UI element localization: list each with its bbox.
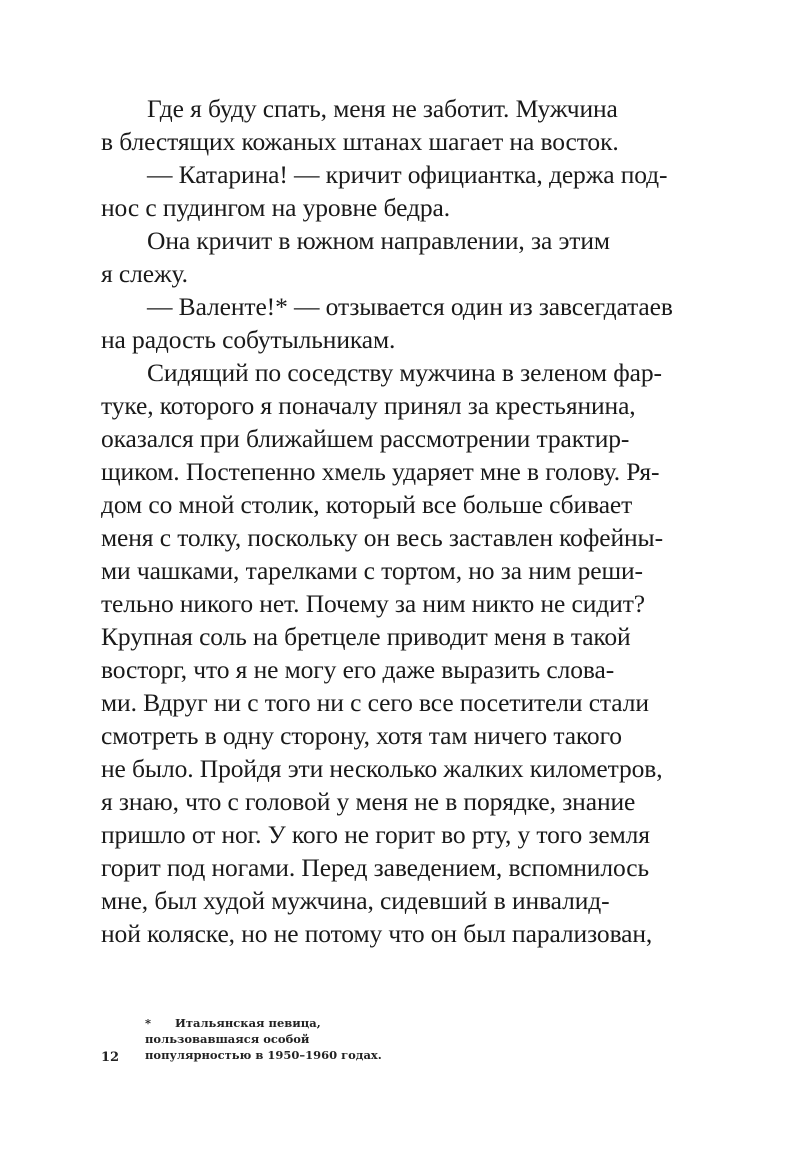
text-line: туке, которого я поначалу принял за крестьянина, <box>101 391 636 420</box>
text-line: — Катарина! — кричит официантка, держа под- <box>147 160 668 189</box>
footnote-marker: * <box>145 1016 152 1030</box>
text-line: щиком. Постепенно хмель ударяет мне в голову. Ря- <box>101 457 660 486</box>
text-line: горит под ногами. Перед заведением, вспомнилось <box>101 853 649 882</box>
text-line: не было. Пройдя эти несколько жалких километров, <box>101 754 663 783</box>
text-line: Она кричит в южном направлении, за этим <box>147 226 610 255</box>
text-line: восторг, что я не могу его даже выразить слова- <box>101 655 615 684</box>
text-line: я слежу. <box>101 259 188 288</box>
text-line: меня с толку, поскольку он весь заставлен кофейны- <box>101 523 663 552</box>
text-line: на радость собутыльникам. <box>101 325 396 354</box>
footnote-line: популярностью в 1950–1960 годах. <box>145 1048 382 1062</box>
footnote-text: Итальянская певица, <box>175 1016 321 1030</box>
text-line: оказался при ближайшем рассмотрении трактир- <box>101 424 630 453</box>
text-line: дом со мной столик, который все больше сбивает <box>101 490 633 519</box>
text-line: Сидящий по соседству мужчина в зеленом фар- <box>147 358 662 387</box>
text-line: я знаю, что с головой у меня не в порядке, знание <box>101 787 636 816</box>
text-line: Крупная соль на бретцеле приводит меня в такой <box>101 622 631 651</box>
text-line: ми. Вдруг ни с того ни с сего все посетители стали <box>101 688 649 717</box>
text-line: Где я буду спать, меня не заботит. Мужчина <box>147 94 618 123</box>
text-line: нос с пудингом на уровне бедра. <box>101 193 450 222</box>
text-line: в блестящих кожаных штанах шагает на восток. <box>101 127 619 156</box>
text-line: мне, был худой мужчина, сидевший в инвалид- <box>101 886 610 915</box>
text-line: ми чашками, тарелками с тортом, но за ним реши- <box>101 556 643 585</box>
footnote-line: пользовавшаяся особой <box>145 1032 310 1046</box>
text-line: ной коляске, но не потому что он был парализован, <box>101 919 653 948</box>
text-line: смотреть в одну сторону, хотя там ничего такого <box>101 721 622 750</box>
page-number: 12 <box>101 1050 120 1065</box>
text-line: тельно никого нет. Почему за ним никто не сидит? <box>101 589 645 618</box>
footnote-line <box>145 1015 405 1031</box>
text-line: — Валенте!* — отзывается один из завсегдатаев <box>147 292 673 321</box>
text-line: пришло от ног. У кого не горит во рту, у того земля <box>101 820 650 849</box>
footnote <box>145 1015 405 1063</box>
